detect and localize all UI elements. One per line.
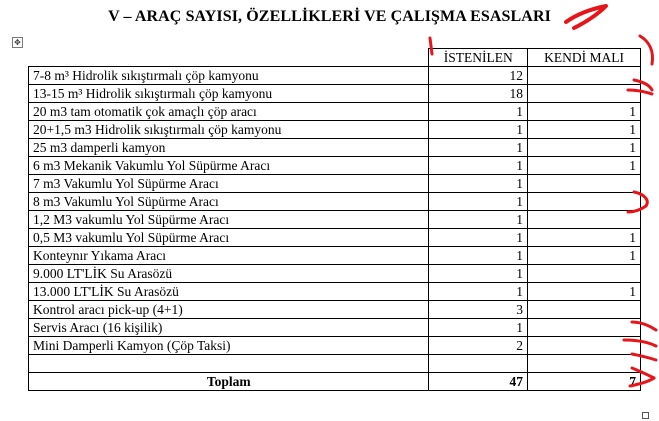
table-row (29, 121, 641, 139)
header-requested: İSTENİLEN (429, 49, 528, 67)
header-blank-cell (29, 49, 429, 67)
row-description: 20 m3 tam otomatik çok amaçlı çöp aracı (29, 103, 429, 121)
row-own-count (528, 175, 641, 193)
row-requested-count (429, 355, 528, 373)
row-description: 7-8 m³ Hidrolik sıkıştırmalı çöp kamyonu (29, 67, 429, 85)
row-requested-count: 2 (429, 337, 528, 355)
red-scribble-mark (640, 36, 653, 64)
total-requested: 47 (429, 373, 528, 391)
header-row (29, 49, 641, 67)
row-description: 25 m3 damperli kamyon (29, 139, 429, 157)
row-requested-count: 1 (429, 175, 528, 193)
row-own-count: 1 (528, 121, 641, 139)
table-row (29, 193, 641, 211)
row-description: Kontrol aracı pick-up (4+1) (29, 301, 429, 319)
row-own-count (528, 211, 641, 229)
row-description: 6 m3 Mekanik Vakumlu Yol Süpürme Aracı (29, 157, 429, 175)
row-own-count: 1 (528, 139, 641, 157)
table-row (29, 355, 641, 373)
row-requested-count: 1 (429, 157, 528, 175)
document-title: V – ARAÇ SAYISI, ÖZELLİKLERİ VE ÇALIŞMA ESASLARI (108, 8, 551, 25)
row-requested-count: 18 (429, 85, 528, 103)
header-own: KENDİ MALI (528, 49, 641, 67)
row-requested-count: 12 (429, 67, 528, 85)
table-row (29, 67, 641, 85)
table-row (29, 337, 641, 355)
table-row (29, 175, 641, 193)
table-row (29, 211, 641, 229)
row-description: Servis Aracı (16 kişilik) (29, 319, 429, 337)
row-own-count (528, 85, 641, 103)
row-own-count (528, 193, 641, 211)
row-requested-count: 1 (429, 229, 528, 247)
row-description: 1,2 M3 vakumlu Yol Süpürme Aracı (29, 211, 429, 229)
row-description: 0,5 M3 vakumlu Yol Süpürme Aracı (29, 229, 429, 247)
table-row (29, 139, 641, 157)
table-row (29, 265, 641, 283)
total-own: 7 (528, 373, 641, 391)
row-description: Mini Damperli Kamyon (Çöp Taksi) (29, 337, 429, 355)
row-own-count (528, 319, 641, 337)
row-own-count (528, 265, 641, 283)
vehicle-table (28, 48, 641, 391)
table-row (29, 247, 641, 265)
row-requested-count: 1 (429, 265, 528, 283)
table-row (29, 283, 641, 301)
row-requested-count: 1 (429, 193, 528, 211)
table-row (29, 85, 641, 103)
row-description: 13-15 m³ Hidrolik sıkıştırmalı çöp kamyonu (29, 85, 429, 103)
total-row (29, 373, 641, 391)
row-description: 7 m3 Vakumlu Yol Süpürme Aracı (29, 175, 429, 193)
row-description: 9.000 LT'LİK Su Arasözü (29, 265, 429, 283)
row-own-count (528, 355, 641, 373)
row-requested-count: 1 (429, 121, 528, 139)
row-own-count: 1 (528, 103, 641, 121)
row-own-count (528, 301, 641, 319)
row-own-count (528, 67, 641, 85)
row-own-count: 1 (528, 229, 641, 247)
row-requested-count: 1 (429, 247, 528, 265)
row-requested-count: 1 (429, 319, 528, 337)
row-description (29, 355, 429, 373)
row-description: 8 m3 Vakumlu Yol Süpürme Aracı (29, 193, 429, 211)
table-row (29, 301, 641, 319)
row-requested-count: 1 (429, 283, 528, 301)
row-own-count: 1 (528, 157, 641, 175)
row-own-count (528, 337, 641, 355)
row-description: 20+1,5 m3 Hidrolik sıkıştırmalı çöp kamyonu (29, 121, 429, 139)
table-row (29, 103, 641, 121)
row-own-count: 1 (528, 283, 641, 301)
total-label: Toplam (29, 373, 429, 391)
row-description: Konteynır Yıkama Aracı (29, 247, 429, 265)
row-own-count: 1 (528, 247, 641, 265)
table-resize-handle-icon[interactable] (642, 412, 649, 419)
row-requested-count: 1 (429, 103, 528, 121)
table-row (29, 157, 641, 175)
row-description: 13.000 LT'LİK Su Arasözü (29, 283, 429, 301)
table-row (29, 319, 641, 337)
table-row (29, 229, 641, 247)
row-requested-count: 1 (429, 139, 528, 157)
row-requested-count: 3 (429, 301, 528, 319)
table-move-handle-icon[interactable]: ✥ (12, 37, 23, 48)
row-requested-count: 1 (429, 211, 528, 229)
